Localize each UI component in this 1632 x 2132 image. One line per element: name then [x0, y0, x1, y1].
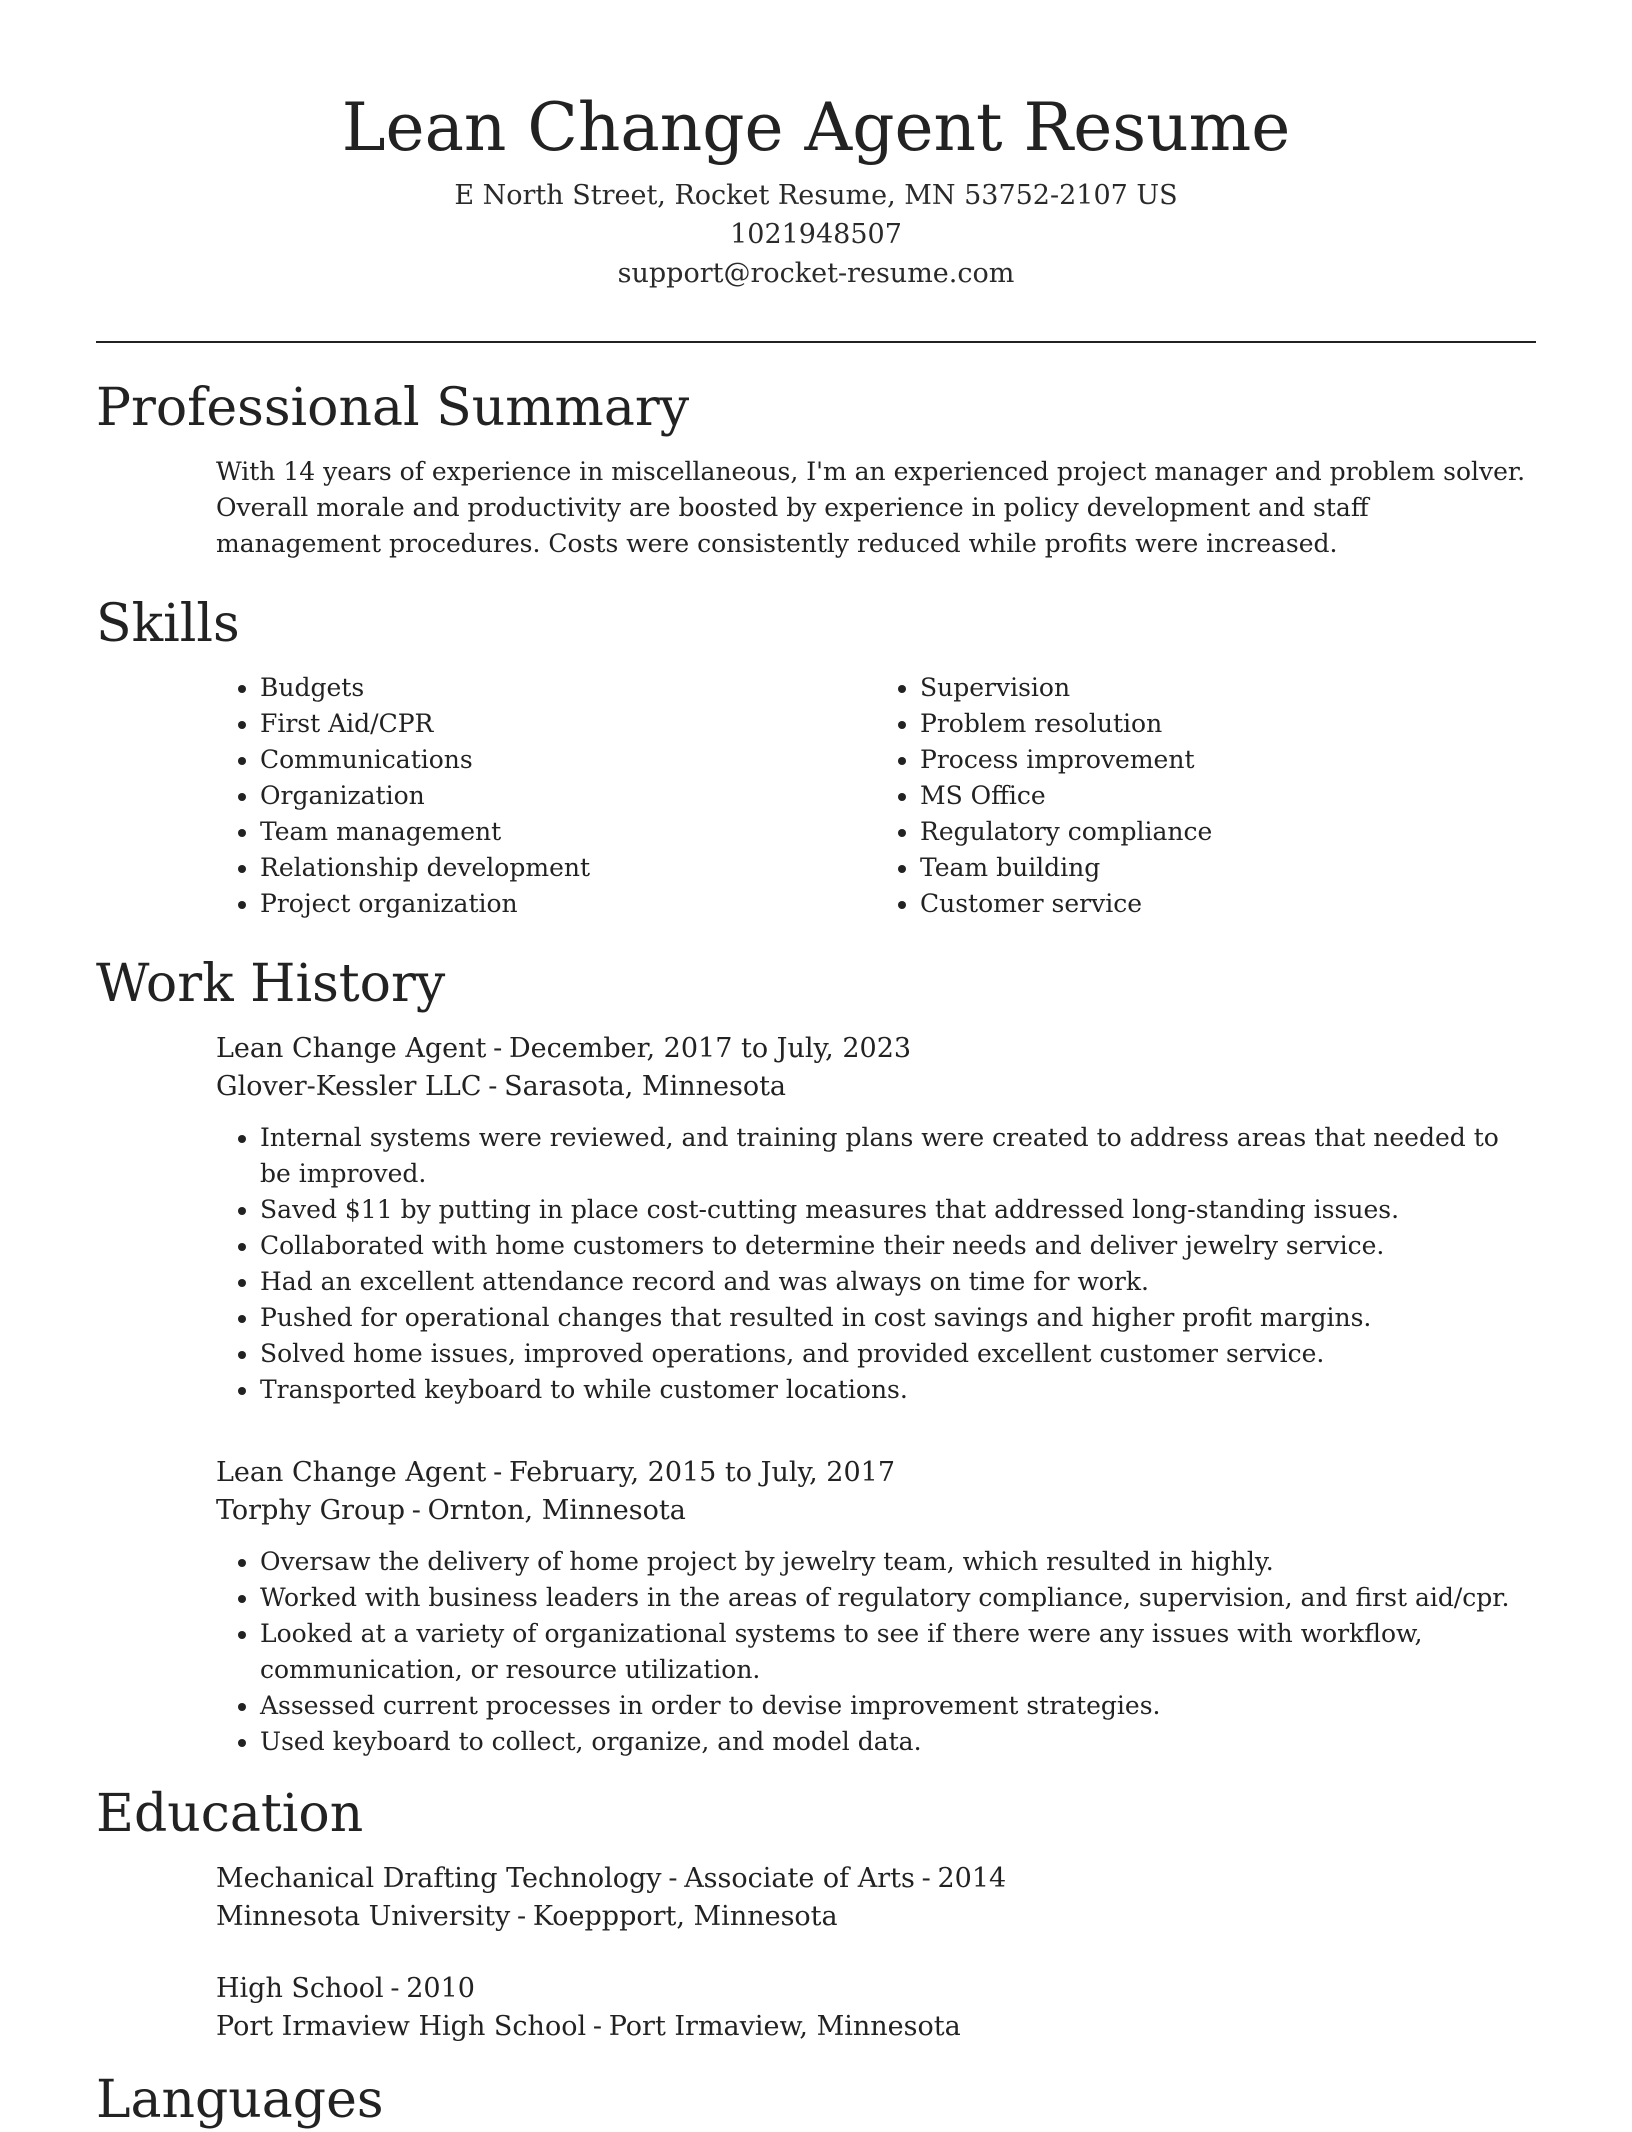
job-title: Lean Change Agent: [216, 1457, 487, 1488]
education-entry: [216, 1970, 1536, 2046]
job-bullet: • Had an excellent attendance record and was always on time for work.: [260, 1264, 1536, 1300]
skill-item: • Communications: [260, 742, 876, 778]
job-title: Lean Change Agent: [216, 1033, 487, 1064]
skill-item: • Team management: [260, 814, 876, 850]
skill-item: • Regulatory compliance: [920, 814, 1536, 850]
degree-year: 2010: [406, 1973, 475, 2004]
job-bullet: • Transported keyboard to while customer locations.: [260, 1372, 1536, 1408]
degree-name: High School: [216, 1973, 384, 2004]
job-dates: December, 2017 to July, 2023: [508, 1033, 912, 1064]
work-entries: [216, 1030, 1536, 1760]
job-bullets: [216, 1120, 1536, 1408]
job-bullet: • Collaborated with home customers to determine their needs and deliver jewelry service.: [260, 1228, 1536, 1264]
skill-item: • Customer service: [920, 886, 1536, 922]
job-company-line: Torphy Group - Ornton, Minnesota: [216, 1495, 686, 1526]
skills-column-left: [216, 670, 876, 922]
header-divider: [96, 341, 1536, 343]
degree-type: Associate of Arts: [684, 1863, 915, 1894]
degree-year: 2014: [937, 1863, 1007, 1894]
job-entry: [216, 1030, 1536, 1408]
job-bullet: • Pushed for operational changes that resulted in cost savings and higher profit margins.: [260, 1300, 1536, 1336]
work-section: [96, 952, 1536, 1760]
skill-item: • MS Office: [920, 778, 1536, 814]
school-location: Port Irmaview, Minnesota: [608, 2011, 961, 2042]
job-bullet: • Solved home issues, improved operations, and provided excellent customer service.: [260, 1336, 1536, 1372]
job-bullet: • Oversaw the delivery of home project by jewelry team, which resulted in highly.: [260, 1544, 1536, 1580]
school-line: Port Irmaview High School - Port Irmaview, Minnesota: [216, 2011, 961, 2042]
education-section: [96, 1782, 1536, 2046]
job-bullets: [216, 1544, 1536, 1760]
job-company-line: Glover-Kessler LLC - Sarasota, Minnesota: [216, 1071, 787, 1102]
skills-list: [216, 670, 1536, 922]
job-bullet: • Looked at a variety of organizational systems to see if there were any issues with workflow, communication, or resource utilization.: [260, 1616, 1536, 1688]
languages-section: [96, 2068, 1536, 2132]
job-bullet: • Used keyboard to collect, organize, and model data.: [260, 1724, 1536, 1760]
job-title-line: Lean Change Agent - December, 2017 to July, 2023: [216, 1033, 912, 1064]
job-bullet: • Saved $11 by putting in place cost-cutting measures that addressed long-standing issues.: [260, 1192, 1536, 1228]
job-bullet: • Worked with business leaders in the areas of regulatory compliance, supervision, and first aid/cpr.: [260, 1580, 1536, 1616]
skills-column-right: [876, 670, 1536, 922]
resume-header: [96, 80, 1536, 293]
work-heading: Work History: [96, 954, 446, 1014]
contact-address: E North Street, Rocket Resume, MN 53752-2107 US: [454, 180, 1178, 211]
contact-email: support@rocket-resume.com: [617, 258, 1015, 289]
skill-item: • First Aid/CPR: [260, 706, 876, 742]
degree-name: Mechanical Drafting Technology: [216, 1863, 662, 1894]
school-name: Minnesota University: [216, 1901, 511, 1932]
school-location: Koeppport, Minnesota: [532, 1901, 838, 1932]
contact-phone: 1021948507: [730, 219, 902, 250]
job-bullet: • Internal systems were reviewed, and training plans were created to address areas that needed to be improved.: [260, 1120, 1536, 1192]
education-entry: [216, 1860, 1536, 1936]
summary-section: [96, 376, 1536, 562]
skill-item: • Relationship development: [260, 850, 876, 886]
skill-item: • Supervision: [920, 670, 1536, 706]
degree-line: Mechanical Drafting Technology - Associate of Arts - 2014: [216, 1863, 1007, 1894]
school-line: Minnesota University - Koeppport, Minnesota: [216, 1901, 838, 1932]
education-heading: Education: [96, 1784, 364, 1844]
job-company: Glover-Kessler LLC: [216, 1071, 482, 1102]
job-location: Ornton, Minnesota: [427, 1495, 686, 1526]
degree-line: High School - 2010: [216, 1973, 475, 2004]
skill-item: • Problem resolution: [920, 706, 1536, 742]
job-bullet: • Assessed current processes in order to devise improvement strategies.: [260, 1688, 1536, 1724]
job-entry: [216, 1454, 1536, 1760]
job-dates: February, 2015 to July, 2017: [508, 1457, 896, 1488]
job-location: Sarasota, Minnesota: [504, 1071, 787, 1102]
skill-item: • Budgets: [260, 670, 876, 706]
skill-item: • Team building: [920, 850, 1536, 886]
summary-heading: Professional Summary: [96, 378, 690, 438]
skill-item: • Project organization: [260, 886, 876, 922]
languages-heading: Languages: [96, 2070, 384, 2130]
job-title-line: Lean Change Agent - February, 2015 to July, 2017: [216, 1457, 896, 1488]
skill-item: • Process improvement: [920, 742, 1536, 778]
skill-item: • Organization: [260, 778, 876, 814]
skills-heading: Skills: [96, 594, 240, 654]
summary-text: With 14 years of experience in miscellaneous, I'm an experienced project manager and problem solver. Overall morale and productivity are boosted by experience in policy development and staff management procedures. Costs were consistently reduced while profits were increased.: [216, 457, 1526, 558]
school-name: Port Irmaview High School: [216, 2011, 587, 2042]
education-entries: [216, 1860, 1536, 2046]
job-company: Torphy Group: [216, 1495, 405, 1526]
skills-section: [96, 592, 1536, 922]
resume-title: Lean Change Agent Resume: [341, 89, 1291, 166]
